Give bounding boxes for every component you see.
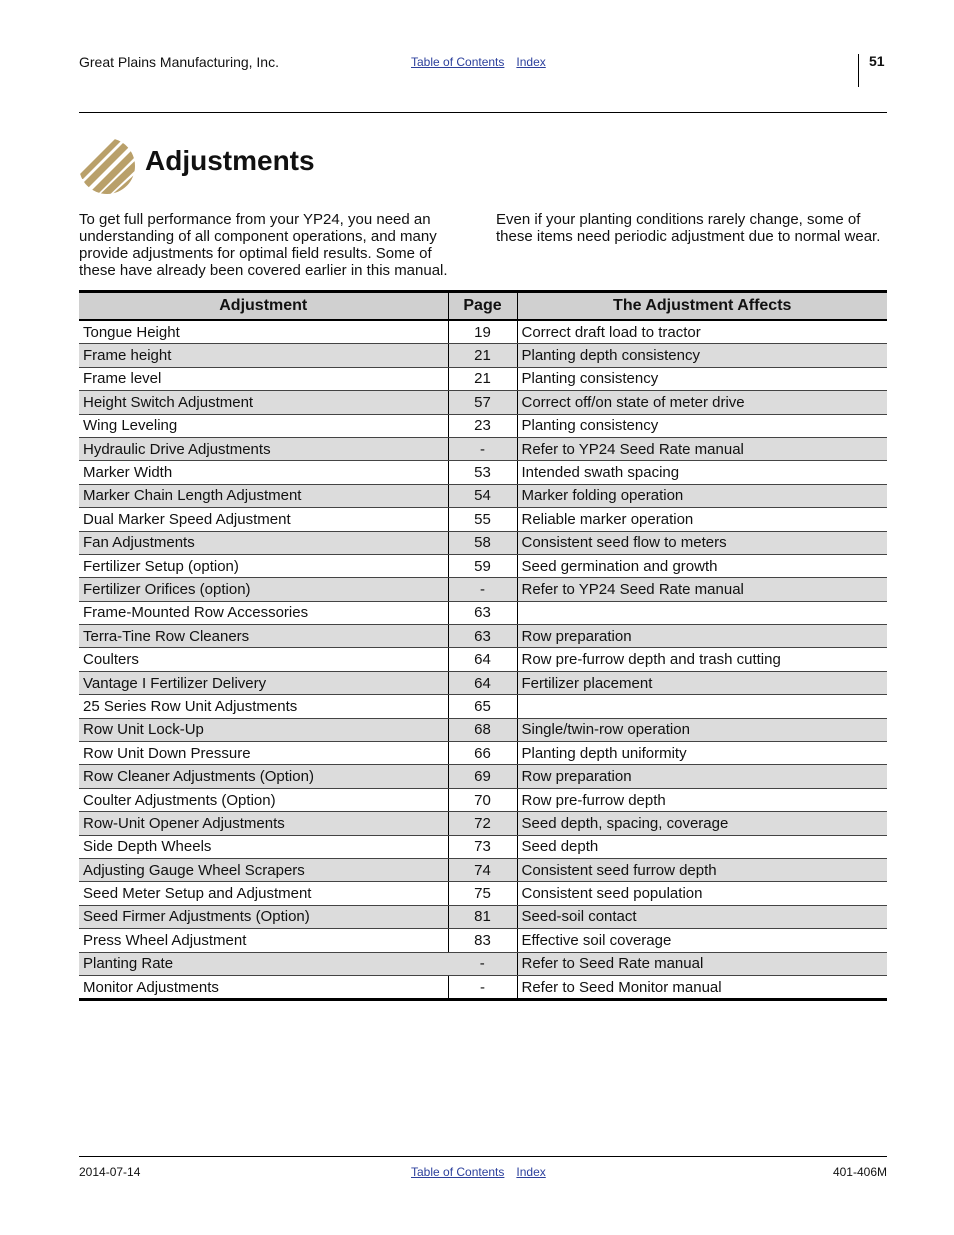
- cell-adjustment: Press Wheel Adjustment: [79, 929, 448, 952]
- cell-adjustment: Dual Marker Speed Adjustment: [79, 508, 448, 531]
- cell-affects: Fertilizer placement: [517, 671, 887, 694]
- cell-affects: Consistent seed population: [517, 882, 887, 905]
- cell-adjustment: Fan Adjustments: [79, 531, 448, 554]
- table-row: [79, 788, 887, 811]
- cell-adjustment: Fertilizer Orifices (option): [79, 578, 448, 601]
- cell-page: 63: [448, 601, 517, 624]
- cell-affects: Marker folding operation: [517, 484, 887, 507]
- table-row: [79, 391, 887, 414]
- cell-page: -: [448, 437, 517, 460]
- table-row: [79, 929, 887, 952]
- cell-page: 73: [448, 835, 517, 858]
- cell-page: 54: [448, 484, 517, 507]
- cell-affects: Seed germination and growth: [517, 554, 887, 577]
- table-header-row: [79, 292, 887, 321]
- cell-adjustment: Seed Firmer Adjustments (Option): [79, 905, 448, 928]
- cell-adjustment: Planting Rate: [79, 952, 448, 975]
- table-row: [79, 858, 887, 881]
- cell-adjustment: 25 Series Row Unit Adjustments: [79, 695, 448, 718]
- cell-adjustment: Frame-Mounted Row Accessories: [79, 601, 448, 624]
- cell-adjustment: Tongue Height: [79, 320, 448, 344]
- cell-affects: Planting depth uniformity: [517, 742, 887, 765]
- table-row: [79, 648, 887, 671]
- cell-adjustment: Frame height: [79, 344, 448, 367]
- header-nav: [411, 55, 558, 69]
- cell-adjustment: Marker Width: [79, 461, 448, 484]
- column-header-page: Page: [448, 292, 517, 321]
- cell-affects: Refer to Seed Rate manual: [517, 952, 887, 975]
- cell-affects: Planting consistency: [517, 367, 887, 390]
- cell-affects: Row preparation: [517, 625, 887, 648]
- cell-page: 64: [448, 671, 517, 694]
- cell-affects: Row preparation: [517, 765, 887, 788]
- table-row: [79, 437, 887, 460]
- page-number: 51: [869, 53, 885, 69]
- cell-adjustment: Coulters: [79, 648, 448, 671]
- column-header-adjustment: Adjustment: [79, 292, 448, 321]
- adjustments-table: [79, 290, 887, 1001]
- document-number: 401-406M: [832, 1165, 887, 1179]
- page-number-divider: [858, 54, 859, 87]
- table-row: [79, 882, 887, 905]
- intro-paragraph-left: To get full performance from your YP24, you need an understanding of all component operations, and many provide adjustments for optimal field results. Some of these have already been covered earlier in this manual.: [79, 211, 448, 279]
- column-header-affects: The Adjustment Affects: [517, 292, 887, 321]
- header-index-link[interactable]: Index: [516, 55, 546, 69]
- cell-page: 53: [448, 461, 517, 484]
- cell-affects: Refer to YP24 Seed Rate manual: [517, 437, 887, 460]
- cell-adjustment: Row Unit Down Pressure: [79, 742, 448, 765]
- cell-page: 74: [448, 858, 517, 881]
- cell-page: 72: [448, 812, 517, 835]
- table-row: [79, 531, 887, 554]
- table-row: [79, 975, 887, 999]
- cell-adjustment: Row Unit Lock-Up: [79, 718, 448, 741]
- cell-adjustment: Hydraulic Drive Adjustments: [79, 437, 448, 460]
- cell-page: 83: [448, 929, 517, 952]
- cell-affects: Seed depth, spacing, coverage: [517, 812, 887, 835]
- cell-adjustment: Wing Leveling: [79, 414, 448, 437]
- footer-nav: [411, 1165, 558, 1179]
- cell-page: 75: [448, 882, 517, 905]
- intro-paragraph-right: Even if your planting conditions rarely change, some of these items need periodic adjustment due to normal wear.: [496, 211, 881, 245]
- company-name: Great Plains Manufacturing, Inc.: [79, 54, 279, 70]
- cell-page: 64: [448, 648, 517, 671]
- footer-date: 2014-07-14: [79, 1165, 141, 1179]
- footer-index-link[interactable]: Index: [516, 1165, 546, 1179]
- cell-affects: Planting consistency: [517, 414, 887, 437]
- table-row: [79, 601, 887, 624]
- cell-adjustment: Terra-Tine Row Cleaners: [79, 625, 448, 648]
- cell-affects: Consistent seed furrow depth: [517, 858, 887, 881]
- table-row: [79, 461, 887, 484]
- cell-adjustment: Fertilizer Setup (option): [79, 554, 448, 577]
- cell-affects: Refer to Seed Monitor manual: [517, 975, 887, 999]
- table-row: [79, 414, 887, 437]
- table-row: [79, 835, 887, 858]
- cell-page: 19: [448, 320, 517, 344]
- cell-affects: Seed depth: [517, 835, 887, 858]
- cell-affects: Row pre-furrow depth: [517, 788, 887, 811]
- table-row: [79, 742, 887, 765]
- cell-adjustment: Height Switch Adjustment: [79, 391, 448, 414]
- table-row: [79, 695, 887, 718]
- table-row: [79, 812, 887, 835]
- cell-affects: Row pre-furrow depth and trash cutting: [517, 648, 887, 671]
- cell-affects: Consistent seed flow to meters: [517, 531, 887, 554]
- cell-adjustment: Coulter Adjustments (Option): [79, 788, 448, 811]
- table-row: [79, 508, 887, 531]
- cell-page: 69: [448, 765, 517, 788]
- cell-affects: Single/twin-row operation: [517, 718, 887, 741]
- cell-affects: [517, 695, 887, 718]
- cell-page: -: [448, 578, 517, 601]
- table-row: [79, 367, 887, 390]
- table-row: [79, 765, 887, 788]
- header-toc-link[interactable]: Table of Contents: [411, 55, 505, 69]
- cell-affects: Seed-soil contact: [517, 905, 887, 928]
- table-row: [79, 952, 887, 975]
- cell-affects: Correct draft load to tractor: [517, 320, 887, 344]
- cell-page: 66: [448, 742, 517, 765]
- cell-page: -: [448, 975, 517, 999]
- table-row: [79, 578, 887, 601]
- cell-adjustment: Frame level: [79, 367, 448, 390]
- cell-adjustment: Marker Chain Length Adjustment: [79, 484, 448, 507]
- cell-page: 63: [448, 625, 517, 648]
- cell-adjustment: Seed Meter Setup and Adjustment: [79, 882, 448, 905]
- cell-page: 65: [448, 695, 517, 718]
- table-row: [79, 554, 887, 577]
- table-row: [79, 344, 887, 367]
- cell-adjustment: Vantage I Fertilizer Delivery: [79, 671, 448, 694]
- cell-page: 21: [448, 344, 517, 367]
- table-row: [79, 320, 887, 344]
- table-row: [79, 905, 887, 928]
- cell-adjustment: Row-Unit Opener Adjustments: [79, 812, 448, 835]
- section-logo-icon: [79, 137, 135, 195]
- cell-page: 57: [448, 391, 517, 414]
- cell-affects: Correct off/on state of meter drive: [517, 391, 887, 414]
- cell-affects: Planting depth consistency: [517, 344, 887, 367]
- footer-rule: [79, 1156, 887, 1157]
- cell-affects: Intended swath spacing: [517, 461, 887, 484]
- header-rule: [79, 112, 887, 113]
- cell-page: 68: [448, 718, 517, 741]
- cell-page: 58: [448, 531, 517, 554]
- cell-affects: Refer to YP24 Seed Rate manual: [517, 578, 887, 601]
- cell-page: 81: [448, 905, 517, 928]
- table-row: [79, 718, 887, 741]
- cell-affects: Effective soil coverage: [517, 929, 887, 952]
- cell-page: -: [448, 952, 517, 975]
- table-row: [79, 625, 887, 648]
- table-row: [79, 484, 887, 507]
- cell-page: 70: [448, 788, 517, 811]
- table-row: [79, 671, 887, 694]
- table-body: [79, 320, 887, 1000]
- cell-page: 21: [448, 367, 517, 390]
- cell-adjustment: Row Cleaner Adjustments (Option): [79, 765, 448, 788]
- cell-page: 59: [448, 554, 517, 577]
- page-title: Adjustments: [145, 145, 315, 176]
- cell-page: 55: [448, 508, 517, 531]
- cell-adjustment: Monitor Adjustments: [79, 975, 448, 999]
- footer-toc-link[interactable]: Table of Contents: [411, 1165, 505, 1179]
- cell-affects: [517, 601, 887, 624]
- cell-adjustment: Adjusting Gauge Wheel Scrapers: [79, 858, 448, 881]
- cell-adjustment: Side Depth Wheels: [79, 835, 448, 858]
- cell-affects: Reliable marker operation: [517, 508, 887, 531]
- cell-page: 23: [448, 414, 517, 437]
